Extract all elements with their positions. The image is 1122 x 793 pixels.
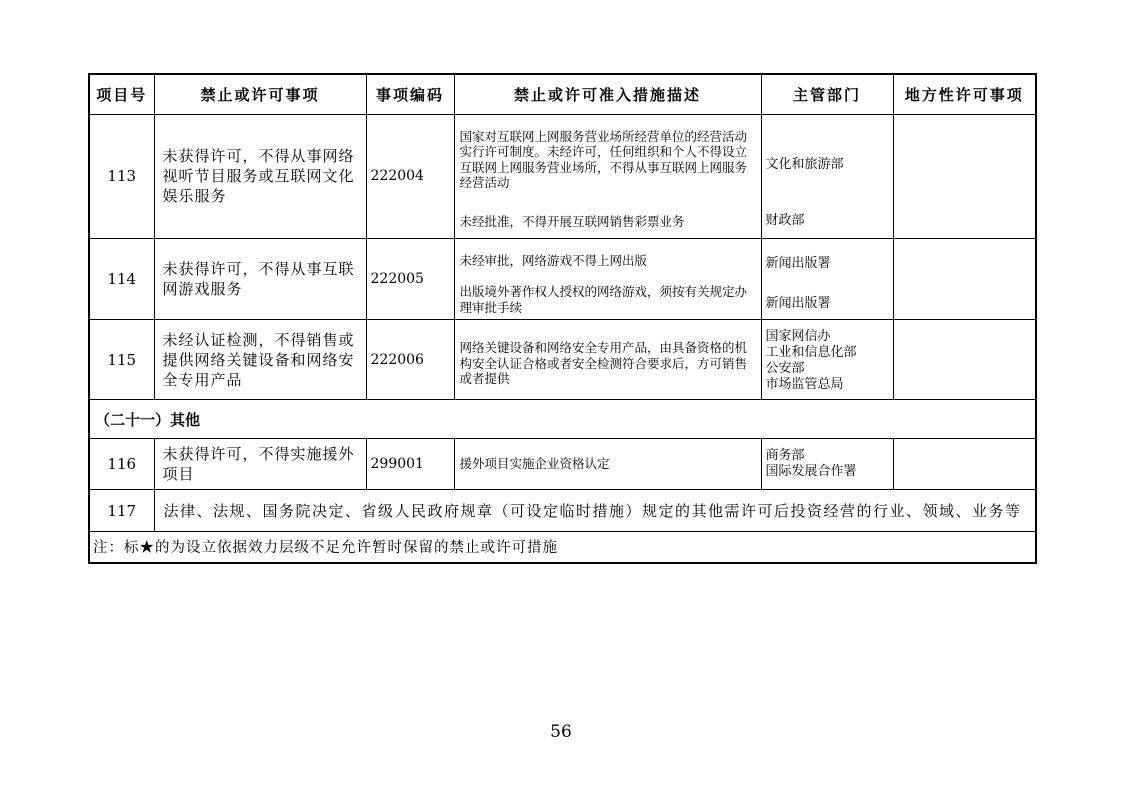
measure-description-cell (454, 320, 761, 400)
description-paragraph: 网络关键设备和网络安全专用产品，由具备资格的机构安全认证合格或者安全检测符合要求后，方可销售或者提供 (459, 340, 748, 387)
project-number-cell: 113 (89, 114, 154, 238)
department-name: 工业和信息化部 (765, 344, 857, 360)
table-row-113 (89, 114, 1036, 238)
local-permit-cell (893, 320, 1036, 400)
item-code-cell: 222004 (366, 114, 454, 238)
project-number-cell: 117 (89, 490, 154, 532)
item-code-cell: 299001 (366, 439, 454, 490)
section-header-label: （二十一）其他 (89, 400, 1036, 439)
table-row-117 (89, 490, 1036, 532)
description-paragraph: 未经批准，不得开展互联网销售彩票业务 (459, 213, 685, 229)
table-row-114 (89, 238, 1036, 320)
col-header-measure-description: 禁止或许可准入措施描述 (454, 74, 761, 114)
local-permit-cell (893, 114, 1036, 238)
department-cell (761, 238, 893, 320)
description-paragraph: 未经审批，网络游戏不得上网出版 (459, 252, 648, 268)
measure-description-cell (454, 238, 761, 320)
description-paragraph: 国家对互联网上网服务营业场所经营单位的经营活动实行许可制度。未经许可，任何组织和个人不得设立互联网上网服务营业场所，不得从事互联网上网服务经营活动 (459, 128, 748, 191)
col-header-competent-department: 主管部门 (761, 74, 893, 114)
item-cell: 未获得许可，不得实施援外项目 (154, 439, 366, 490)
description-paragraph: 援外项目实施企业资格认定 (459, 456, 610, 472)
project-number-cell: 115 (89, 320, 154, 400)
department-cell (761, 114, 893, 238)
col-header-prohibited-or-permitted-item: 禁止或许可事项 (154, 74, 366, 114)
department-cell (761, 320, 893, 400)
col-header-project-number: 项目号 (89, 74, 154, 114)
department-name: 文化和旅游部 (765, 157, 844, 172)
page-number: 56 (550, 722, 572, 742)
measure-description-cell (454, 114, 761, 238)
permit-table (88, 73, 1037, 564)
measure-description-cell (454, 439, 761, 490)
department-cell (761, 439, 893, 490)
department-name: 公安部 (765, 360, 805, 376)
table-footnote: 注：标★的为设立依据效力层级不足允许暂时保留的禁止或许可措施 (89, 532, 1036, 563)
department-name: 市场监管总局 (765, 376, 844, 392)
item-cell: 未获得许可，不得从事网络视听节目服务或互联网文化娱乐服务 (154, 114, 366, 238)
project-number-cell: 116 (89, 439, 154, 490)
table-header-row (89, 74, 1036, 114)
col-header-local-permit-item: 地方性许可事项 (893, 74, 1036, 114)
description-paragraph: 出版境外著作权人授权的网络游戏，须按有关规定办理审批手续 (459, 284, 748, 315)
department-name: 商务部 (765, 448, 805, 463)
department-name: 国际发展合作署 (765, 464, 857, 479)
table-row-115 (89, 320, 1036, 400)
local-permit-cell (893, 439, 1036, 490)
col-header-item-code: 事项编码 (366, 74, 454, 114)
department-name: 新闻出版署 (765, 255, 831, 271)
item-code-cell: 222005 (366, 238, 454, 320)
department-name: 新闻出版署 (765, 295, 831, 311)
local-permit-cell (893, 238, 1036, 320)
section-header-row (89, 400, 1036, 439)
item-cell: 未经认证检测，不得销售或提供网络关键设备和网络安全专用产品 (154, 320, 366, 400)
department-name: 财政部 (765, 213, 805, 228)
department-name: 国家网信办 (765, 328, 831, 344)
project-number-cell: 114 (89, 238, 154, 320)
row-117-full-text: 法律、法规、国务院决定、省级人民政府规章（可设定临时措施）规定的其他需许可后投资经营的行业、领域、业务等 (154, 490, 1036, 532)
item-code-cell: 222006 (366, 320, 454, 400)
table-note-row (89, 532, 1036, 563)
item-cell: 未获得许可，不得从事互联网游戏服务 (154, 238, 366, 320)
table-row-116 (89, 439, 1036, 490)
